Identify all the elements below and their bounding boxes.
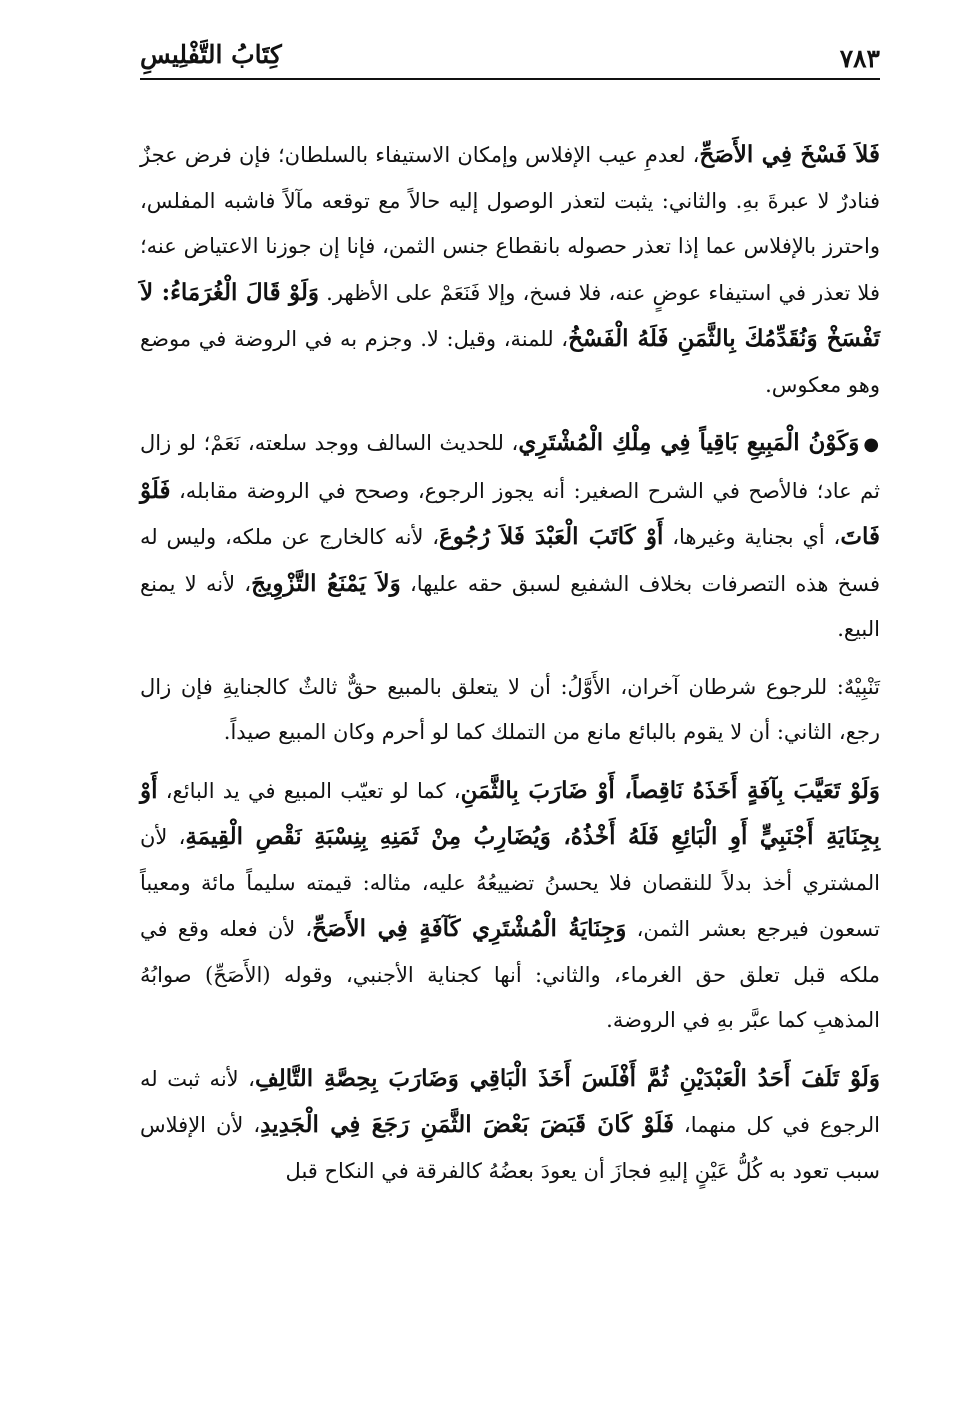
page-number: ٧٨٣ — [839, 44, 880, 73]
commentary-text: ، لأنه ثبت له الرجوع في كل منهما، — [140, 1066, 880, 1137]
paragraph — [140, 768, 880, 1044]
matn-text: وَلَوْ تَعَيَّبَ بِآفَةٍ أَخَذَهُ نَاقِصاً، أَوْ ضَارَبَ بِالثَّمَنِ — [460, 776, 880, 804]
matn-text: وَكَوْنُ الْمَبِيعِ بَاقِياً فِي مِلْكِ الْمُشْتَرِي — [518, 429, 860, 456]
commentary-text: تَنْبِيْهٌ — [843, 674, 880, 699]
running-header — [140, 38, 880, 84]
matn-text: أَوْ كَاتَبَ الْعَبْدَ فَلاَ رُجُوعَ — [439, 523, 664, 550]
commentary-text: ، أي بجناية وغيرها، — [663, 525, 841, 549]
paragraph — [140, 132, 880, 408]
matn-text: وَجِنَايَةُ الْمُشْتَرِي كَآفَةٍ فِي الأَصَحِّ — [312, 915, 627, 942]
paragraph — [140, 1056, 880, 1195]
book-title: كِتَابُ التَّفْلِيسِ — [140, 40, 282, 69]
bullet-icon: ● — [863, 434, 880, 455]
matn-text: فَلاَ فَسْخَ فِي الأَصَحِّ — [699, 141, 880, 168]
matn-text: وَلاَ يَمْنَعُ التَّزْوِيجَ — [251, 569, 401, 597]
commentary-text: ، لأن فعله وقع في ملكه قبل تعلق حق الغرماء، والثاني: أنها كجناية الأجنبي، وقوله (الأَصَحِّ) صوابُهُ المذهبِ كما عبَّر بهِ في الروضة. — [140, 917, 880, 1032]
commentary-text: ، لأنه لا يمنع البيع. — [140, 571, 880, 641]
matn-text: فَلَوْ فَاتَ — [140, 476, 880, 550]
commentary-text: ، لأنه كالخارج عن ملكه، وليس له فسخ هذه التصرفات بخلاف الشفيع لسبق حقه عليها، — [140, 525, 880, 596]
commentary-text: ، لعدمِ عيب الإفلاس وإمكان الاستيفاء بالسلطان؛ فإن فرض عجزٌ فنادرٌ لا عبرةَ بهِ. والثاني: يثبت لتعذر الوصول إليه حالاً مع توقعه مآلاً فاشبه المفلس، واحترز بالإفلاس عما إذا تعذر حصوله بانقطاع جنس الثمن، فإنا إن جوزنا الاعتياض عنه؛ فلا تعذر في استيفاء عوضٍ عنه، فلا فسخ، وإلا فَنَعَمْ على الأظهر. — [140, 143, 880, 305]
commentary-text: ، لأن المشتري أخذ بدلاً للنقصان فلا يحسنُ تضييعُهُ عليه، مثاله: قيمته سليماً مائة ومعيباً تسعون فيرجع بعشر الثمن، — [140, 825, 880, 941]
header-rule — [140, 78, 880, 80]
commentary-text: ، كما لو تعيّب المبيع في يد البائع، — [157, 778, 461, 803]
matn-text: وَلَوْ قَالَ الْغُرَمَاءُ: لاَ تَفْسَخْ وَنُقَدِّمُكَ بِالثَّمَنِ فَلَهُ الْفَسْخُ — [140, 278, 880, 352]
commentary-text: ، للمنة، وقيل: لا. وجزم به في الروضة في موضع وهو معكوس. — [140, 327, 880, 397]
matn-text: فَلَوْ كَانَ قَبَضَ بَعْضَ الثَّمَنِ رَجَعَ فِي الْجَدِيدِ — [260, 1111, 674, 1138]
commentary-text: ، للحديث السالف ووجد سلعته، نَعَمْ؛ لو زال ثم عاد؛ فالأصح في الشرح الصغير: أنه يجوز الرجوع، وصحح في الروضة مقابله، — [140, 431, 880, 503]
commentary-text: : للرجوع شرطان آخران، الأَوَّلُ: أن لا يتعلق بالمبيع حقٌّ ثالثٌ كالجنايةِ فإن زال رجع، الثاني: أن لا يقوم بالبائع مانع من التملك كما لو أحرم وكان المبيع صيداً. — [140, 674, 880, 744]
matn-text: وَلَوْ تَلَفَ أَحَدُ الْعَبْدَيْنِ ثُمَّ أَفْلَسَ أَخَذَ الْبَاقِي وَضَارَبَ بِحِصَّةِ التَّالِفِ — [254, 1064, 880, 1092]
page-body — [140, 132, 880, 1194]
paragraph — [140, 420, 880, 653]
paragraph — [140, 665, 880, 756]
matn-text: أَوْ بِجِنَايَةِ أَجْنَبِيٍّ أَوِ الْبَائِعِ فَلَهُ أَخْذُهُ، وَيُضَارِبُ مِنْ ثَمَنِهِ بِنِسْبَةِ نَقْصِ الْقِيمَةِ — [140, 776, 881, 850]
commentary-text: ، لأن الإفلاس سبب تعود به كُلُّ عَيْنٍ إليهِ فجازَ أن يعودَ بعضُهُ كالفرقة في النكاح قبل — [140, 1113, 880, 1183]
